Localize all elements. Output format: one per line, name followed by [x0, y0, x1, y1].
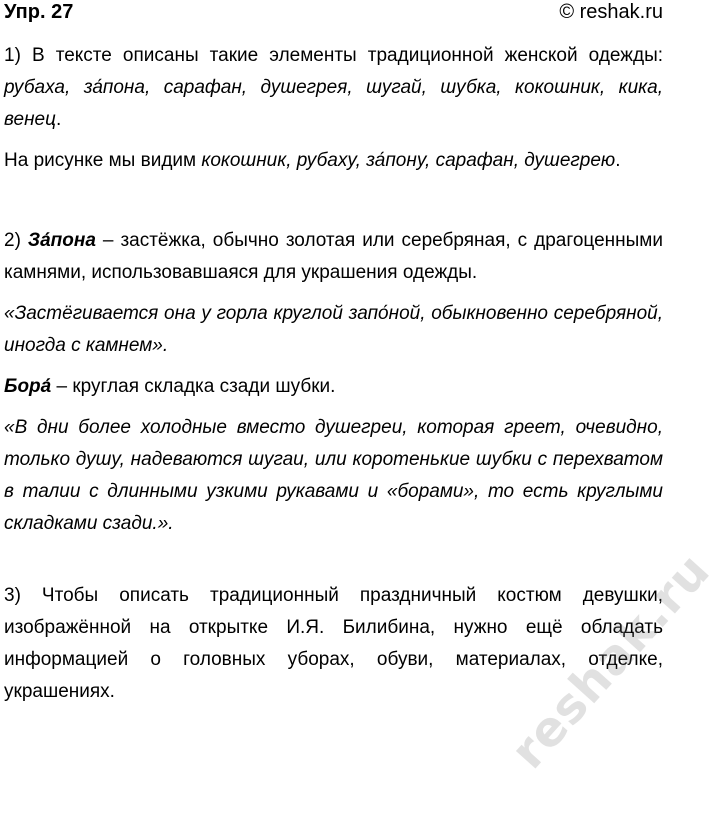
answer-1-picture-items: кокошник, рубаху, за́пону, сарафан, душегрею: [201, 150, 616, 171]
answer-1-items: рубаха, за́пона, сарафан, душегрея, шугай, шубка, кокошник, кика, венец: [4, 77, 663, 130]
watermark-logo: reshak.ru: [500, 542, 721, 780]
definition-zapona: – застёжка, обычно золотая или серебряная, с драгоценными камнями, использовавшаяся для украшения одежды.: [4, 230, 663, 283]
answer-1-picture-end: .: [615, 150, 621, 171]
answer-2-definition-1: [4, 225, 663, 289]
answer-1-picture-text: На рисунке мы видим: [4, 150, 202, 171]
quote-bora: [4, 412, 663, 540]
quote-zapona-text: «Застёгивается она у горла круглой запо́ной, обыкновенно серебряной, иногда с камнем».: [4, 303, 663, 356]
definition-bora: – круглая складка сзади шубки.: [51, 376, 336, 397]
quote-zapona: [4, 298, 663, 362]
spacer: [4, 403, 663, 412]
answer-2-definition-2: [4, 371, 663, 403]
copyright-label: © reshak.ru: [559, 1, 663, 23]
exercise-title: Упр. 27: [4, 1, 74, 23]
answer-3-paragraph: 3) Чтобы описать традиционный праздничный костюм девушки, изображённой на открытке И.Я. Билибина, нужно ещё обладать информацией о головных уборах, обуви, материалах, отделке, украшениях.: [4, 585, 663, 702]
term-bora: Бора́: [4, 376, 52, 397]
term-zapona: За́пона: [27, 230, 96, 251]
answer-1-end: .: [55, 109, 62, 130]
answer-1-picture-paragraph: [4, 145, 663, 177]
spacer: [4, 136, 663, 145]
spacer: [4, 289, 663, 298]
header: [4, 0, 663, 26]
answer-1-text: 1) В тексте описаны такие элементы традиционной женской одежды:: [4, 45, 663, 66]
spacer: [4, 540, 663, 580]
quote-bora-text: «В дни более холодные вместо душегреи, которая греет, очевидно, только душу, надеваются шугаи, или коротенькие шубки с перехватом в талии с длинными узкими рукавами и «борами», то есть круглыми складками сзади.».: [4, 417, 663, 534]
spacer: [4, 177, 663, 225]
answer-2-number: 2): [4, 230, 28, 251]
spacer: [4, 362, 663, 371]
answer-1-paragraph: [4, 40, 663, 136]
answer-content: [4, 40, 663, 708]
